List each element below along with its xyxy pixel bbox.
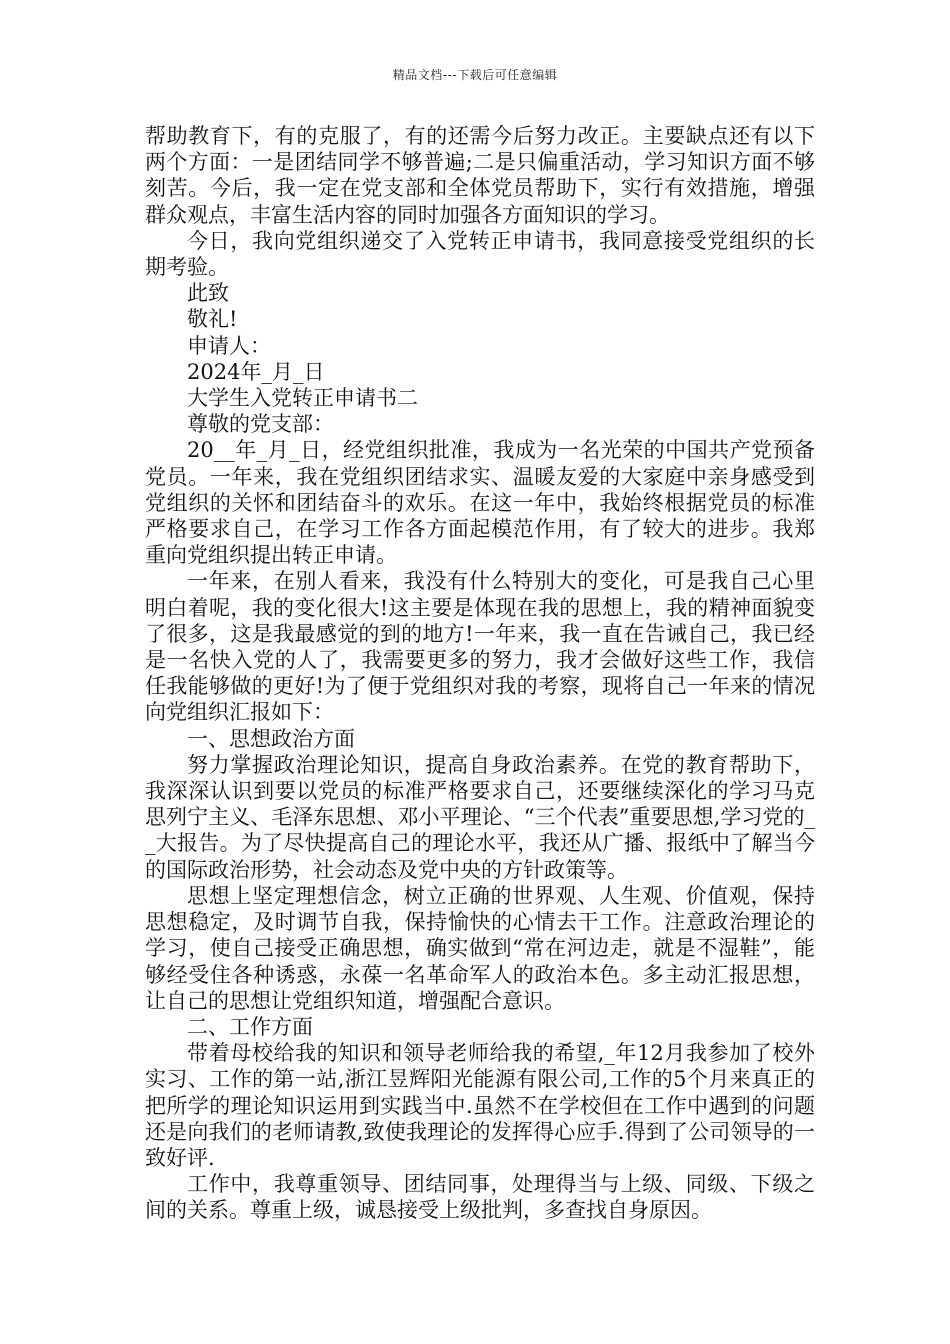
paragraph: 一年来，在别人看来，我没有什么特别大的变化，可是我自己心里明白着呢，我的变化很大!这主要是体现在我的思想上，我的精神面貌变了很多，这是我最感觉的到的地方!一年来，我一直在告诫自己，我已经是一名快入党的人了，我需要更多的努力，我才会做好这些工作，我信任我能够做的更好!为了便于党组织对我的考察，现将自己一年来的情况向党组织汇报如下： bbox=[145, 569, 815, 725]
greeting: 尊敬的党支部： bbox=[187, 412, 334, 437]
paragraph: 帮助教育下，有的克服了，有的还需今后努力改正。主要缺点还有以下两个方面：一是团结同学不够普遍;二是只偏重活动，学习知识方面不够刻苦。今后，我一定在党支部和全体党员帮助下，实行有效措施，增强群众观点，丰富生活内容的同时加强各方面知识的学习。 bbox=[145, 124, 815, 227]
paragraph: 20__年_月_日，经党组织批准，我成为一名光荣的中国共产党预备党员。一年来，我在党组织团结求实、温暖友爱的大家庭中亲身感受到党组织的关怀和团结奋斗的欢乐。在这一年中，我始终根据党员的标准严格要求自己，在学习工作各方面起模范作用，有了较大的进步。我郑重向党组织提出转正申请。 bbox=[145, 438, 815, 568]
document-body bbox=[145, 123, 815, 1224]
paragraph: 今日，我向党组织递交了入党转正申请书，我同意接受党组织的长期考验。 bbox=[145, 228, 815, 280]
paragraph: 工作中，我尊重领导、团结同事，处理得当与上级、同级、下级之间的关系。尊重上级，诚恳接受上级批判，多查找自身原因。 bbox=[145, 1172, 815, 1223]
paragraph: 带着母校给我的知识和领导老师给我的希望,_年12月我参加了校外实习、工作的第一站,浙江昱辉阳光能源有限公司,工作的5个月来真正的把所学的理论知识运用到实践当中.虽然不在学校但在工作中遇到的问题还是向我们的老师请教,致使我理论的发挥得心应手.得到了公司领导的一致好评. bbox=[145, 1041, 815, 1170]
paragraph: 努力掌握政治理论知识，提高自身政治素养。在党的教育帮助下，我深深认识到要以党员的标准严格要求自己，还要继续深化的学习马克思列宁主义、毛泽东思想、邓小平理论、“三个代表”重要思想,学习党的__大报告。为了尽快提高自己的理论水平，我还从广播、报纸中了解当今的国际政治形势，社会动态及党中央的方针政策等。 bbox=[145, 752, 815, 882]
page-header: 精品文档---下载后可任意编辑 bbox=[392, 68, 558, 82]
paragraph: 思想上坚定理想信念，树立正确的世界观、人生观、价值观，保持思想稳定，及时调节自我，保持愉快的心情去干工作。注意政治理论的学习，使自己接受正确思想，确实做到“常在河边走，就是不湿鞋”，能够经受住各种诱惑，永葆一名革命军人的政治本色。多主动汇报思想，让自己的思想让党组织知道，增强配合意识。 bbox=[145, 883, 815, 1013]
section-heading: 一、思想政治方面 bbox=[187, 726, 355, 751]
applicant-line: 申请人： bbox=[187, 333, 271, 358]
date-line: 2024年_月_日 bbox=[187, 359, 325, 384]
section-title: 大学生入党转正申请书二 bbox=[187, 386, 418, 411]
closing-regards: 敬礼! bbox=[187, 307, 238, 332]
closing-salutation: 此致 bbox=[187, 281, 229, 306]
section-heading: 二、工作方面 bbox=[187, 1014, 313, 1039]
